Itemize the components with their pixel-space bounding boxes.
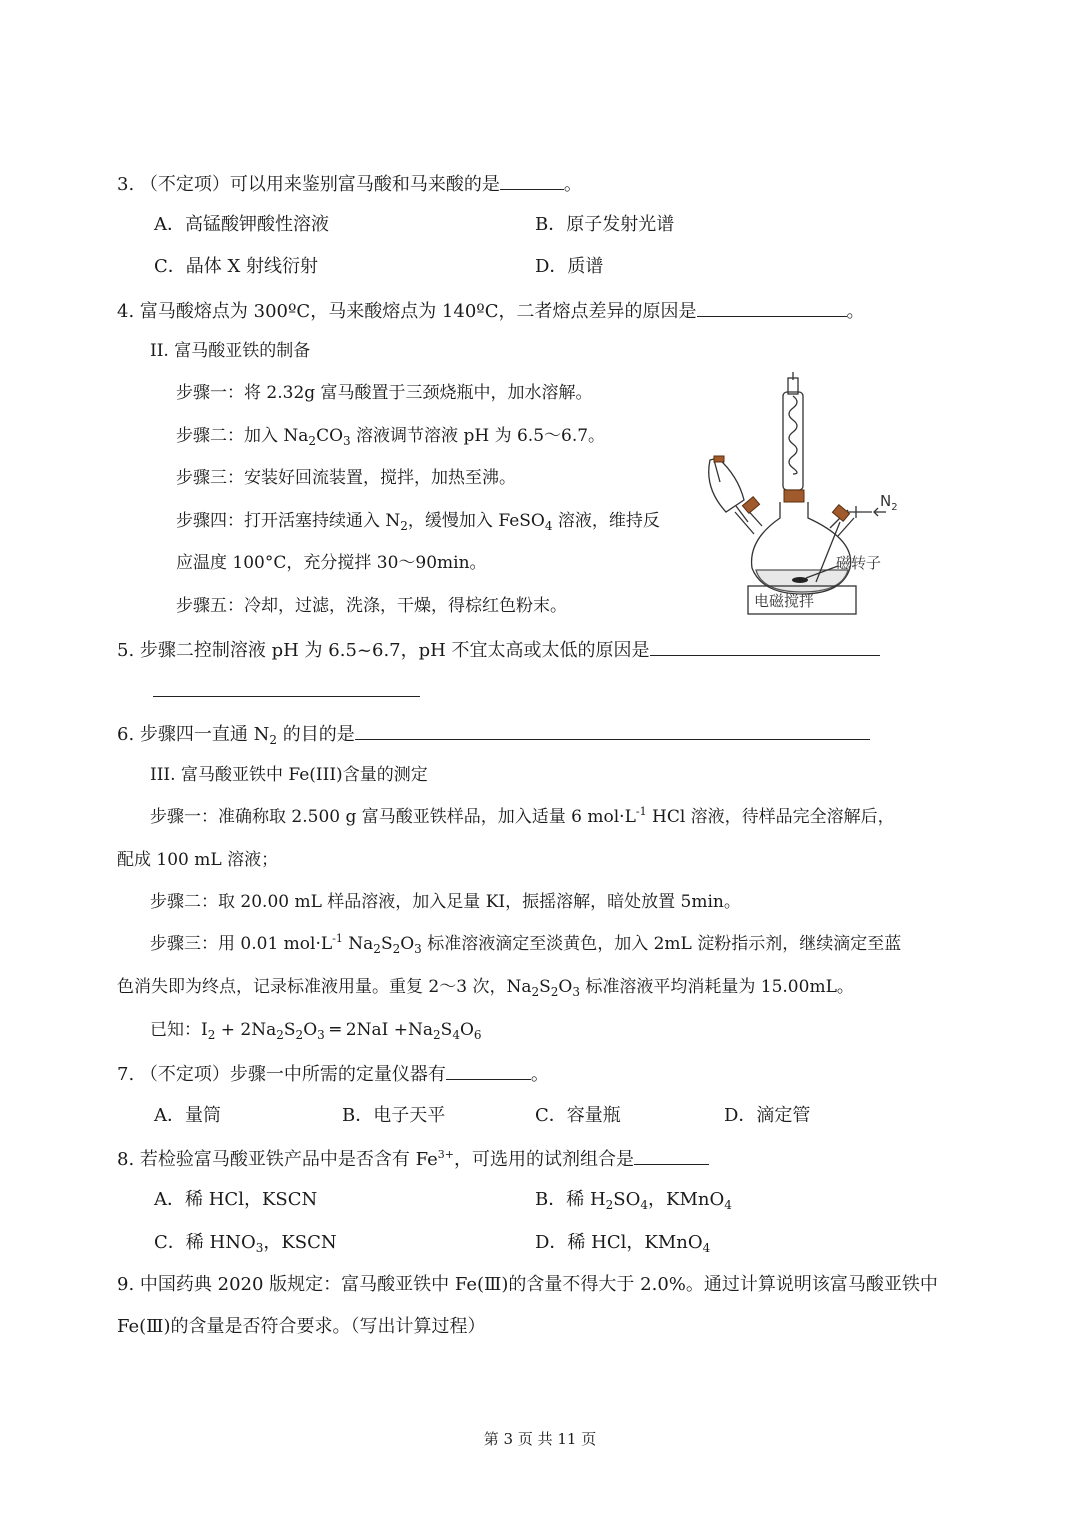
stirrer-label: 电磁搅拌 — [754, 592, 815, 610]
q3-option-d: D．质谱 — [535, 256, 604, 277]
section2-step1: 步骤一：将 2.32g 富马酸置于三颈烧瓶中，加水溶解。 — [176, 383, 593, 403]
section2-step3: 步骤三：安装好回流装置，搅拌，加热至沸。 — [176, 468, 516, 488]
stir-bar — [792, 577, 808, 583]
stir-bar-label: 磁转子 — [836, 554, 882, 572]
answer-blank[interactable] — [697, 298, 847, 317]
page-footer: 第 3 页 共 11 页 — [483, 1430, 597, 1448]
answer-blank[interactable] — [634, 1146, 709, 1165]
section2-step4b: 应温度 100°C，充分搅拌 30～90min。 — [176, 553, 487, 573]
q8-option-d: D．稀 HCl，KMnO$_4$ — [535, 1232, 711, 1255]
q6-stem: 6. 步骤四一直通 $N_2$ 的目的是 — [117, 721, 870, 747]
section2-step5: 步骤五：冷却，过滤，洗涤，干燥，得棕红色粉末。 — [176, 596, 567, 616]
answer-blank[interactable] — [650, 637, 880, 656]
reflux-apparatus-diagram — [690, 372, 920, 622]
q3-option-b: B．原子发射光谱 — [535, 214, 675, 235]
q7-option-c: C．容量瓶 — [535, 1105, 621, 1126]
q7-option-d: D．滴定管 — [724, 1105, 811, 1126]
section3-known: 已知：$I_2 + 2Na_2S_2O_3$ ═ $2NaI +Na_2S_4O_6$ — [150, 1020, 482, 1042]
stopper-center — [784, 490, 804, 502]
dropping-funnel — [709, 458, 744, 512]
q4-stem: 4. 富马酸熔点为 300ºC，马来酸熔点为 140ºC，二者熔点差异的原因是 。 — [117, 298, 865, 324]
q7-option-a: A．量筒 — [154, 1105, 221, 1126]
q8-option-b: B．稀 $H_2SO_4$，KMnO$_4$ — [535, 1189, 732, 1212]
answer-blank[interactable] — [446, 1061, 531, 1080]
section3-step1b: 配成 100 mL 溶液； — [117, 850, 279, 870]
section2-step2: 步骤二：加入 $Na_2CO_3$ 溶液调节溶液 pH 为 6.5～6.7。 — [176, 426, 606, 448]
section3-step3a: 步骤三：用 0.01 $mol\cdot L^{-1}$ $Na_2S_2O_3$ 标准溶液滴定至淡黄色，加入 2mL 淀粉指示剂，继续滴定至蓝 — [150, 932, 902, 956]
q9-line1: 9. 中国药典 2020 版规定：富马酸亚铁中 Fe(Ⅲ)的含量不得大于 2.0%。通过计算说明该富马酸亚铁中 — [117, 1274, 938, 1295]
q8-option-a: A．稀 HCl，KSCN — [154, 1189, 318, 1210]
section2-step4a: 步骤四：打开活塞持续通入 $N_2$，缓慢加入 FeSO$_4$ 溶液，维持反 — [176, 511, 660, 533]
q3-option-a: A．高锰酸钾酸性溶液 — [154, 214, 329, 235]
section3-step1a: 步骤一：准确称取 2.500 g 富马酸亚铁样品，加入适量 6 $mol\cdot L^{-1}$ HCl 溶液，待样品完全溶解后， — [150, 805, 895, 827]
stopper-left — [742, 497, 759, 514]
q3-option-c: C．晶体 X 射线衍射 — [154, 256, 319, 277]
q9-line2: Fe(Ⅲ)的含量是否符合要求。（写出计算过程） — [117, 1316, 486, 1337]
q5-blank-line — [153, 678, 420, 704]
q8-stem: 8. 若检验富马酸亚铁产品中是否含有 $Fe^{3+}$，可选用的试剂组合是 — [117, 1146, 709, 1172]
gas-label: $N_2$ — [880, 492, 898, 513]
funnel-stopper — [714, 456, 724, 462]
section3-title: III. 富马酸亚铁中 Fe(III)含量的测定 — [150, 765, 428, 785]
answer-blank[interactable] — [355, 721, 870, 740]
section3-step3b: 色消失即为终点，记录标准液用量。重复 2～3 次，$Na_2S_2O_3$ 标准溶液平均消耗量为 15.00mL。 — [117, 977, 854, 999]
q7-stem: 7. （不定项）步骤一中所需的定量仪器有 。 — [117, 1061, 549, 1087]
answer-blank[interactable] — [153, 678, 420, 697]
q7-option-b: B．电子天平 — [342, 1105, 446, 1126]
reflux-condenser — [783, 392, 803, 490]
answer-blank[interactable] — [500, 171, 564, 190]
q3-stem: 3. （不定项）可以用来鉴别富马酸和马来酸的是 。 — [117, 171, 582, 197]
q8-option-c: C．稀 $HNO_3$，KSCN — [154, 1232, 337, 1255]
stopper-right — [832, 505, 849, 522]
section3-step2: 步骤二：取 20.00 mL 样品溶液，加入足量 KI，振摇溶解，暗处放置 5min。 — [150, 892, 741, 912]
section2-title: II. 富马酸亚铁的制备 — [150, 341, 311, 361]
q5-stem: 5. 步骤二控制溶液 pH 为 6.5~6.7，pH 不宜太高或太低的原因是 — [117, 637, 880, 663]
